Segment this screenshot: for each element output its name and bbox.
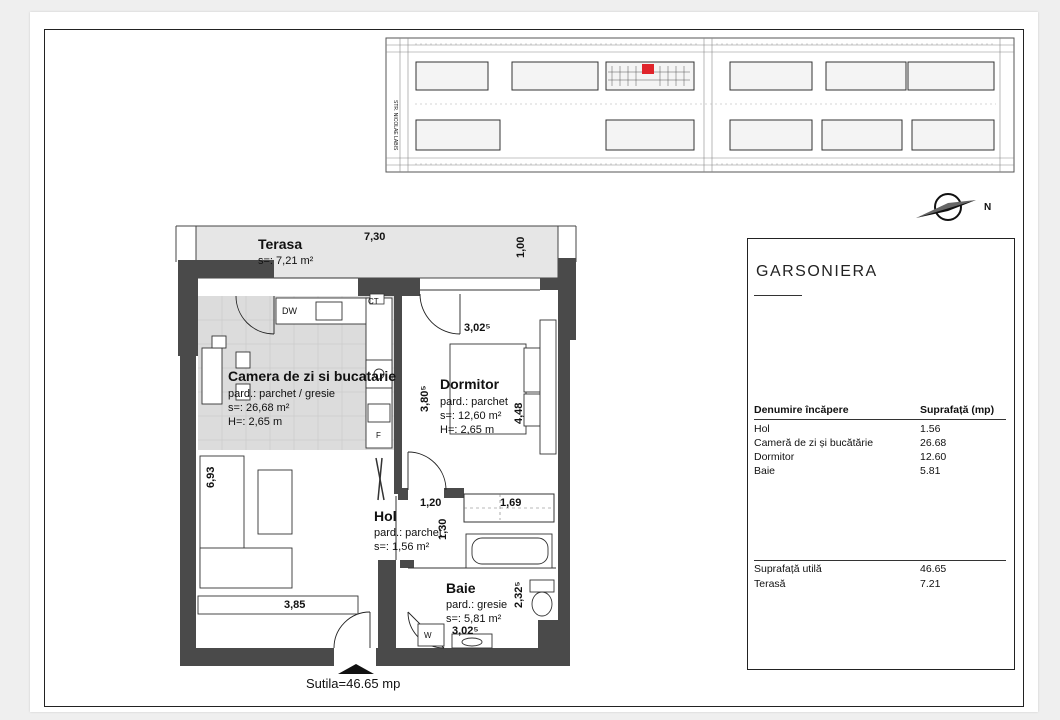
living-height: H=: 2,65 m xyxy=(228,416,283,428)
north-compass-icon xyxy=(916,194,991,220)
dim-top-width: 7,30 xyxy=(364,231,386,243)
hall-area: s=: 1,56 m² xyxy=(374,541,430,553)
dim-terrace-depth: 1,00 xyxy=(515,236,527,258)
legend-row xyxy=(754,465,1006,479)
legend-row xyxy=(754,423,1006,437)
legend-total-row xyxy=(754,563,1006,577)
dim-bath-depth: 2,32⁵ xyxy=(513,581,525,608)
bathtub xyxy=(466,534,552,568)
area-legend-panel xyxy=(747,238,1015,670)
legend-total-row xyxy=(754,578,1006,592)
legend-row-area: 1.56 xyxy=(920,423,941,435)
bath-area: s=: 5,81 m² xyxy=(446,613,502,625)
terrace-name: Terasa xyxy=(258,236,303,252)
dim-hall-width: 1,20 xyxy=(420,497,442,509)
site-plan xyxy=(386,38,1014,172)
dim-left-height: 6,93 xyxy=(205,466,217,488)
highlighted-unit-marker xyxy=(642,64,654,74)
dim-bedroom-wall: 3,80⁵ xyxy=(419,385,431,412)
compass-label: N xyxy=(984,202,992,213)
legend-title: GARSONIERA xyxy=(756,263,878,280)
dim-bedroom-width: 3,02⁵ xyxy=(464,322,491,334)
legend-row xyxy=(754,451,1006,465)
entrance-arrow-icon xyxy=(338,664,374,674)
legend-row-area: 5.81 xyxy=(920,465,941,477)
legend-header-name: Denumire încăpere xyxy=(754,404,849,416)
bath-floor: pard.: gresie xyxy=(446,599,508,611)
legend-row-name: Hol xyxy=(754,423,770,435)
usable-area-footer: Sutila=46.65 mp xyxy=(306,676,401,691)
bedroom-height: H=: 2,65 m xyxy=(440,424,495,436)
living-area: s=: 26,68 m² xyxy=(228,402,290,414)
legend-totals-divider xyxy=(754,560,1006,561)
legend-total-name: Suprafață utilă xyxy=(754,563,822,575)
dim-bath-width: 3,02⁵ xyxy=(452,625,479,637)
boiler-label: CT xyxy=(368,297,379,306)
legend-row-area: 26.68 xyxy=(920,437,947,449)
legend-total-name: Terasă xyxy=(754,578,786,590)
dim-bedroom-depth: 4,48 xyxy=(513,402,525,424)
dim-hall-depth: 1,30 xyxy=(437,518,449,540)
living-floor: pard.: parchet / gresie xyxy=(228,388,336,400)
dim-closet-width: 1,69 xyxy=(500,497,522,509)
legend-row xyxy=(754,437,1006,451)
legend-total-area: 46.65 xyxy=(920,563,947,575)
bedroom-floor: pard.: parchet xyxy=(440,396,508,408)
legend-row-name: Cameră de zi și bucătărie xyxy=(754,437,874,449)
legend-total-area: 7.21 xyxy=(920,578,941,590)
fridge-label: F xyxy=(376,431,381,440)
sofa xyxy=(198,456,358,614)
bath-name: Baie xyxy=(446,580,476,596)
hall-floor: pard.: parchet xyxy=(374,527,442,539)
legend-row-name: Baie xyxy=(754,465,776,477)
legend-header-divider xyxy=(754,419,1006,420)
legend-header xyxy=(754,404,1006,418)
living-name: Camera de zi si bucatarie xyxy=(228,368,397,384)
legend-row-name: Dormitor xyxy=(754,451,795,463)
floor-plan xyxy=(176,226,576,691)
site-street-label: STR. NICOLAE LABIS xyxy=(392,100,398,151)
toilet xyxy=(530,580,554,616)
legend-title-underline xyxy=(754,295,802,296)
bedroom-area: s=: 12,60 m² xyxy=(440,410,502,422)
bedroom-name: Dormitor xyxy=(440,376,500,392)
dim-living-width: 3,85 xyxy=(284,599,306,611)
hall-name: Hol xyxy=(374,508,397,524)
dishwasher-label: DW xyxy=(282,306,297,316)
washer-label: W xyxy=(424,631,432,640)
legend-row-area: 12.60 xyxy=(920,451,947,463)
legend-header-area: Suprafață (mp) xyxy=(920,404,995,416)
terrace-area: s=: 7,21 m² xyxy=(258,255,314,267)
